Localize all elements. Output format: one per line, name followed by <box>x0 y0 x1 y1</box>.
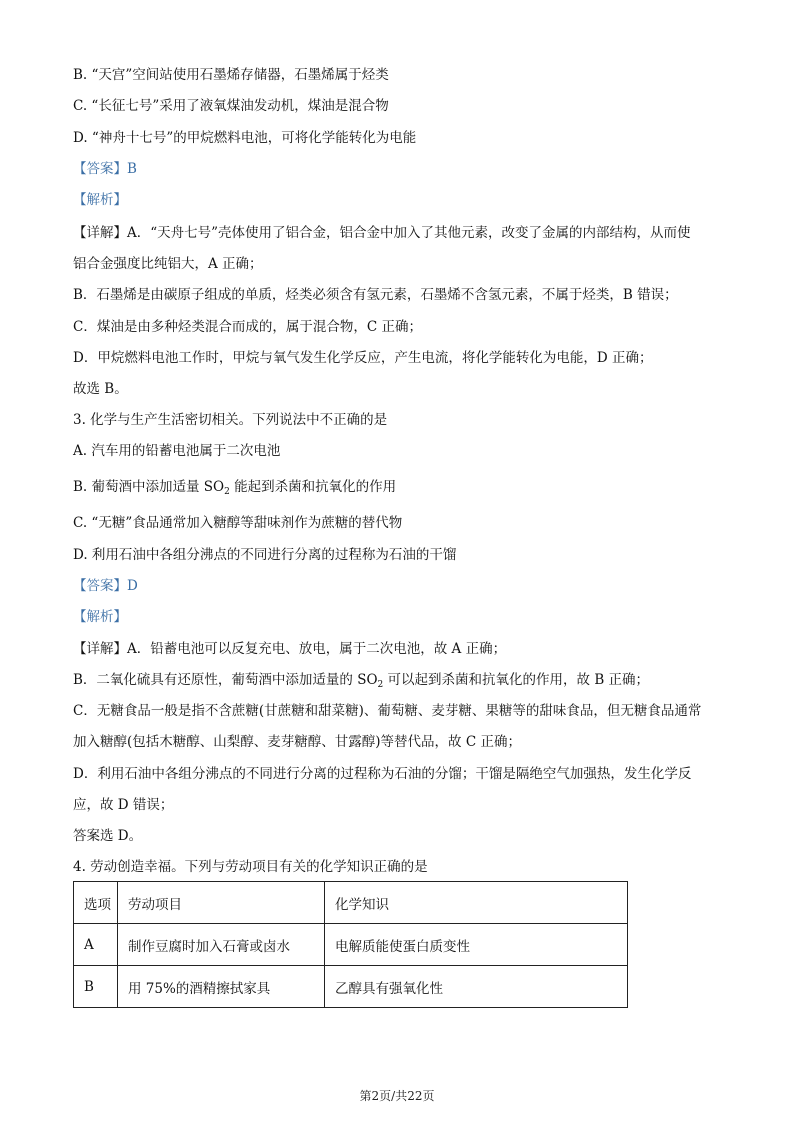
row-b-labor-project: 用 75%的酒精擦拭家具 <box>118 966 325 1008</box>
option-a-q3: A. 汽车用的铅蓄电池属于二次电池 <box>73 443 281 459</box>
header-labor-project: 劳动项目 <box>118 882 325 924</box>
conclusion-q2: 故选 B。 <box>73 381 128 397</box>
answer-tag-q3: 【答案】D <box>73 578 138 594</box>
detail-q3-line6: 应，故 D 错误； <box>73 797 174 813</box>
detail-q2-line3: B．石墨烯是由碳原子组成的单质，烃类必须含有氢元素，石墨烯不含氢元素，不属于烃类，B 错误； <box>73 287 678 303</box>
question-4-stem: 4. 劳动创造幸福。下列与劳动项目有关的化学知识正确的是 <box>73 859 428 875</box>
conclusion-q3: 答案选 D。 <box>73 828 143 844</box>
row-a-labor-project: 制作豆腐时加入石膏或卤水 <box>118 924 325 966</box>
option-c-q2: C. “长征七号”采用了液氧煤油发动机，煤油是混合物 <box>73 98 389 114</box>
table-row <box>74 924 628 966</box>
page-footer: 第2页/共22页 <box>359 1089 435 1103</box>
detail-q2-line5: D．甲烷燃料电池工作时，甲烷与氧气发生化学反应，产生电流，将化学能转化为电能，D 正确； <box>73 350 653 366</box>
option-d-q3: D. 利用石油中各组分沸点的不同进行分离的过程称为石油的干馏 <box>73 547 457 563</box>
table-header-row <box>74 882 628 924</box>
detail-q3-line5: D．利用石油中各组分沸点的不同进行分离的过程称为石油的分馏；干馏是隔绝空气加强热，发生化学反 <box>73 766 692 782</box>
detail-q2-line2: 铝合金强度比纯铝大，A 正确； <box>73 256 263 272</box>
detail-q2-line1: 【详解】A．“天舟七号”壳体使用了铝合金，铝合金中加入了其他元素，改变了金属的内部结构，从而使 <box>73 225 691 241</box>
row-a-option: A <box>74 924 118 966</box>
row-a-chemistry-knowledge: 电解质能使蛋白质变性 <box>325 924 628 966</box>
header-option: 选项 <box>74 882 118 924</box>
row-b-option: B <box>74 966 118 1008</box>
row-b-chemistry-knowledge: 乙醇具有强氧化性 <box>325 966 628 1008</box>
table-row <box>74 966 628 1008</box>
option-b-q2: B. “天宫”空间站使用石墨烯存储器，石墨烯属于烃类 <box>73 67 389 83</box>
detail-q3-line4: 加入糖醇(包括木糖醇、山梨醇、麦芽糖醇、甘露醇)等替代品，故 C 正确； <box>73 734 521 750</box>
detail-q3-line1: 【详解】A．铅蓄电池可以反复充电、放电，属于二次电池，故 A 正确； <box>73 641 507 657</box>
option-c-q3: C. “无糖”食品通常加入糖醇等甜味剂作为蔗糖的替代物 <box>73 515 403 531</box>
question-3-stem: 3. 化学与生产生活密切相关。下列说法中不正确的是 <box>73 412 388 428</box>
labor-knowledge-table <box>73 881 628 1008</box>
option-d-q2: D. “神舟十七号”的甲烷燃料电池，可将化学能转化为电能 <box>73 130 417 146</box>
so2-formula: SO <box>203 479 225 495</box>
answer-tag-q2: 【答案】B <box>73 161 137 177</box>
analysis-tag-q2: 【解析】 <box>73 192 127 208</box>
detail-q2-line4: C．煤油是由多种烃类混合而成的，属于混合物，C 正确； <box>73 319 422 335</box>
detail-q3-line2: B．二氧化硫具有还原性，葡萄酒中添加适量的 $SO_2$ 可以起到杀菌和抗氧化的作用，故 B 正确； <box>73 672 650 690</box>
detail-q3-line3: C．无糖食品一般是指不含蔗糖(甘蔗糖和甜菜糖)、葡萄糖、麦芽糖、果糖等的甜味食品，但无糖食品通常 <box>73 703 702 719</box>
analysis-tag-q3: 【解析】 <box>73 609 127 625</box>
header-chemistry-knowledge: 化学知识 <box>325 882 628 924</box>
option-b-q3: B. 葡萄酒中添加适量 $SO_2$ 能起到杀菌和抗氧化的作用 <box>73 479 397 497</box>
